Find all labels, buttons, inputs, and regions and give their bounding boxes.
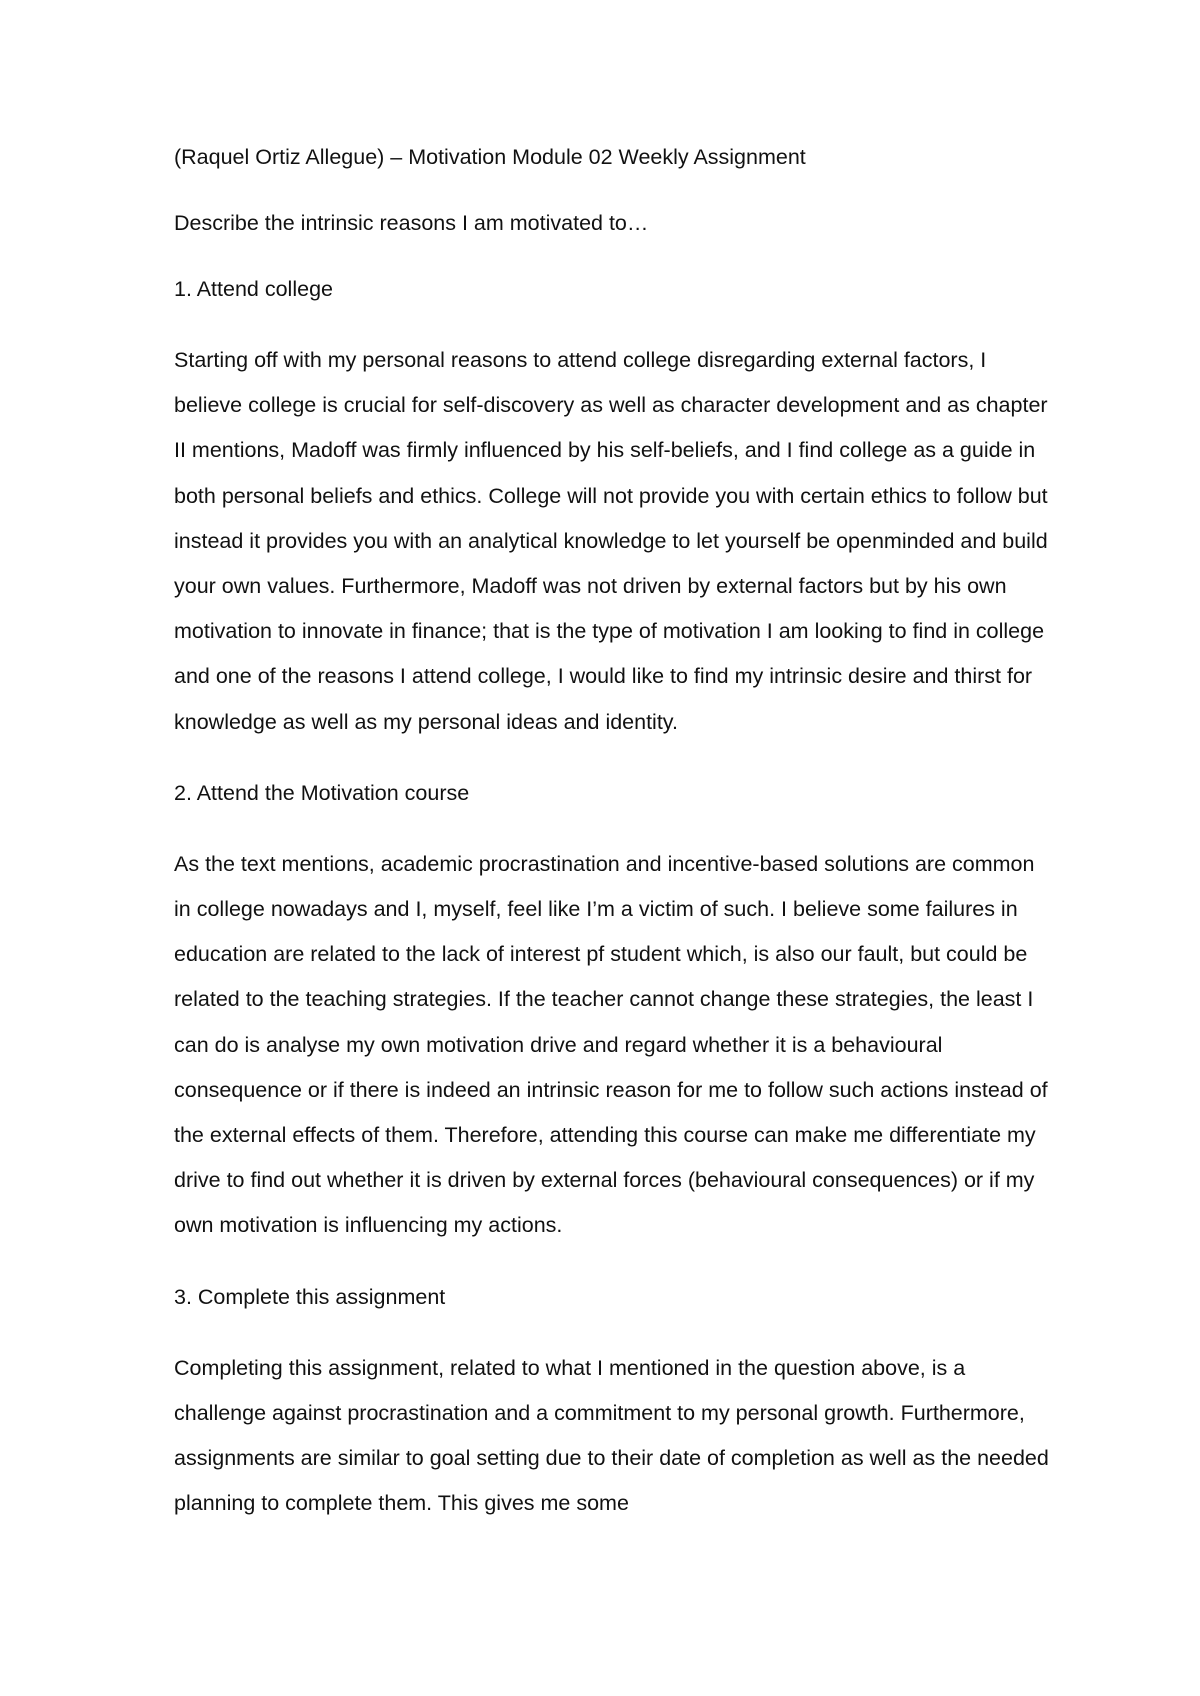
document-page bbox=[174, 140, 1054, 1557]
question-1-answer: Starting off with my personal reasons to attend college disregarding external factors, I believe college is crucial for self-discovery as well as character development and as chapter II mentions, Madoff was firmly influenced by his self-beliefs, and I find college as a guide in both personal beliefs and ethics. College will not provide you with certain ethics to follow but instead it provides you with an analytical knowledge to let yourself be openminded and build your own values. Furthermore, Madoff was not driven by external factors but by his own motivation to innovate in finance; that is the type of motivation I am looking to find in college and one of the reasons I attend college, I would like to find my intrinsic desire and thirst for knowledge as well as my personal ideas and identity. bbox=[174, 348, 1048, 734]
document-title: (Raquel Ortiz Allegue) – Motivation Module 02 Weekly Assignment bbox=[174, 145, 806, 169]
question-3-heading: 3. Complete this assignment bbox=[174, 1284, 446, 1309]
assignment-prompt: Describe the intrinsic reasons I am motivated to… bbox=[174, 211, 649, 235]
question-1-heading: 1. Attend college bbox=[174, 277, 333, 301]
question-2-heading: 2. Attend the Motivation course bbox=[174, 780, 470, 805]
question-2-answer: As the text mentions, academic procrastination and incentive-based solutions are common in college nowadays and I, myself, feel like I’m a victim of such. I believe some failures in education are related to the lack of interest pf student which, is also our fault, but could be related to the teaching strategies. If the teacher cannot change these strategies, the least I can do is analyse my own motivation drive and regard whether it is a behavioural consequence or if there is indeed an intrinsic reason for me to follow such actions instead of the external effects of them. Therefore, attending this course can make me differentiate my drive to find out whether it is driven by external forces (behavioural consequences) or if my own motivation is influencing my actions. bbox=[174, 851, 1048, 1238]
question-3-answer: Completing this assignment, related to what I mentioned in the question above, is a challenge against procrastination and a commitment to my personal growth. Furthermore, assignments are similar to goal setting due to their date of completion as well as the needed planning to complete them. This gives me some bbox=[174, 1355, 1049, 1516]
